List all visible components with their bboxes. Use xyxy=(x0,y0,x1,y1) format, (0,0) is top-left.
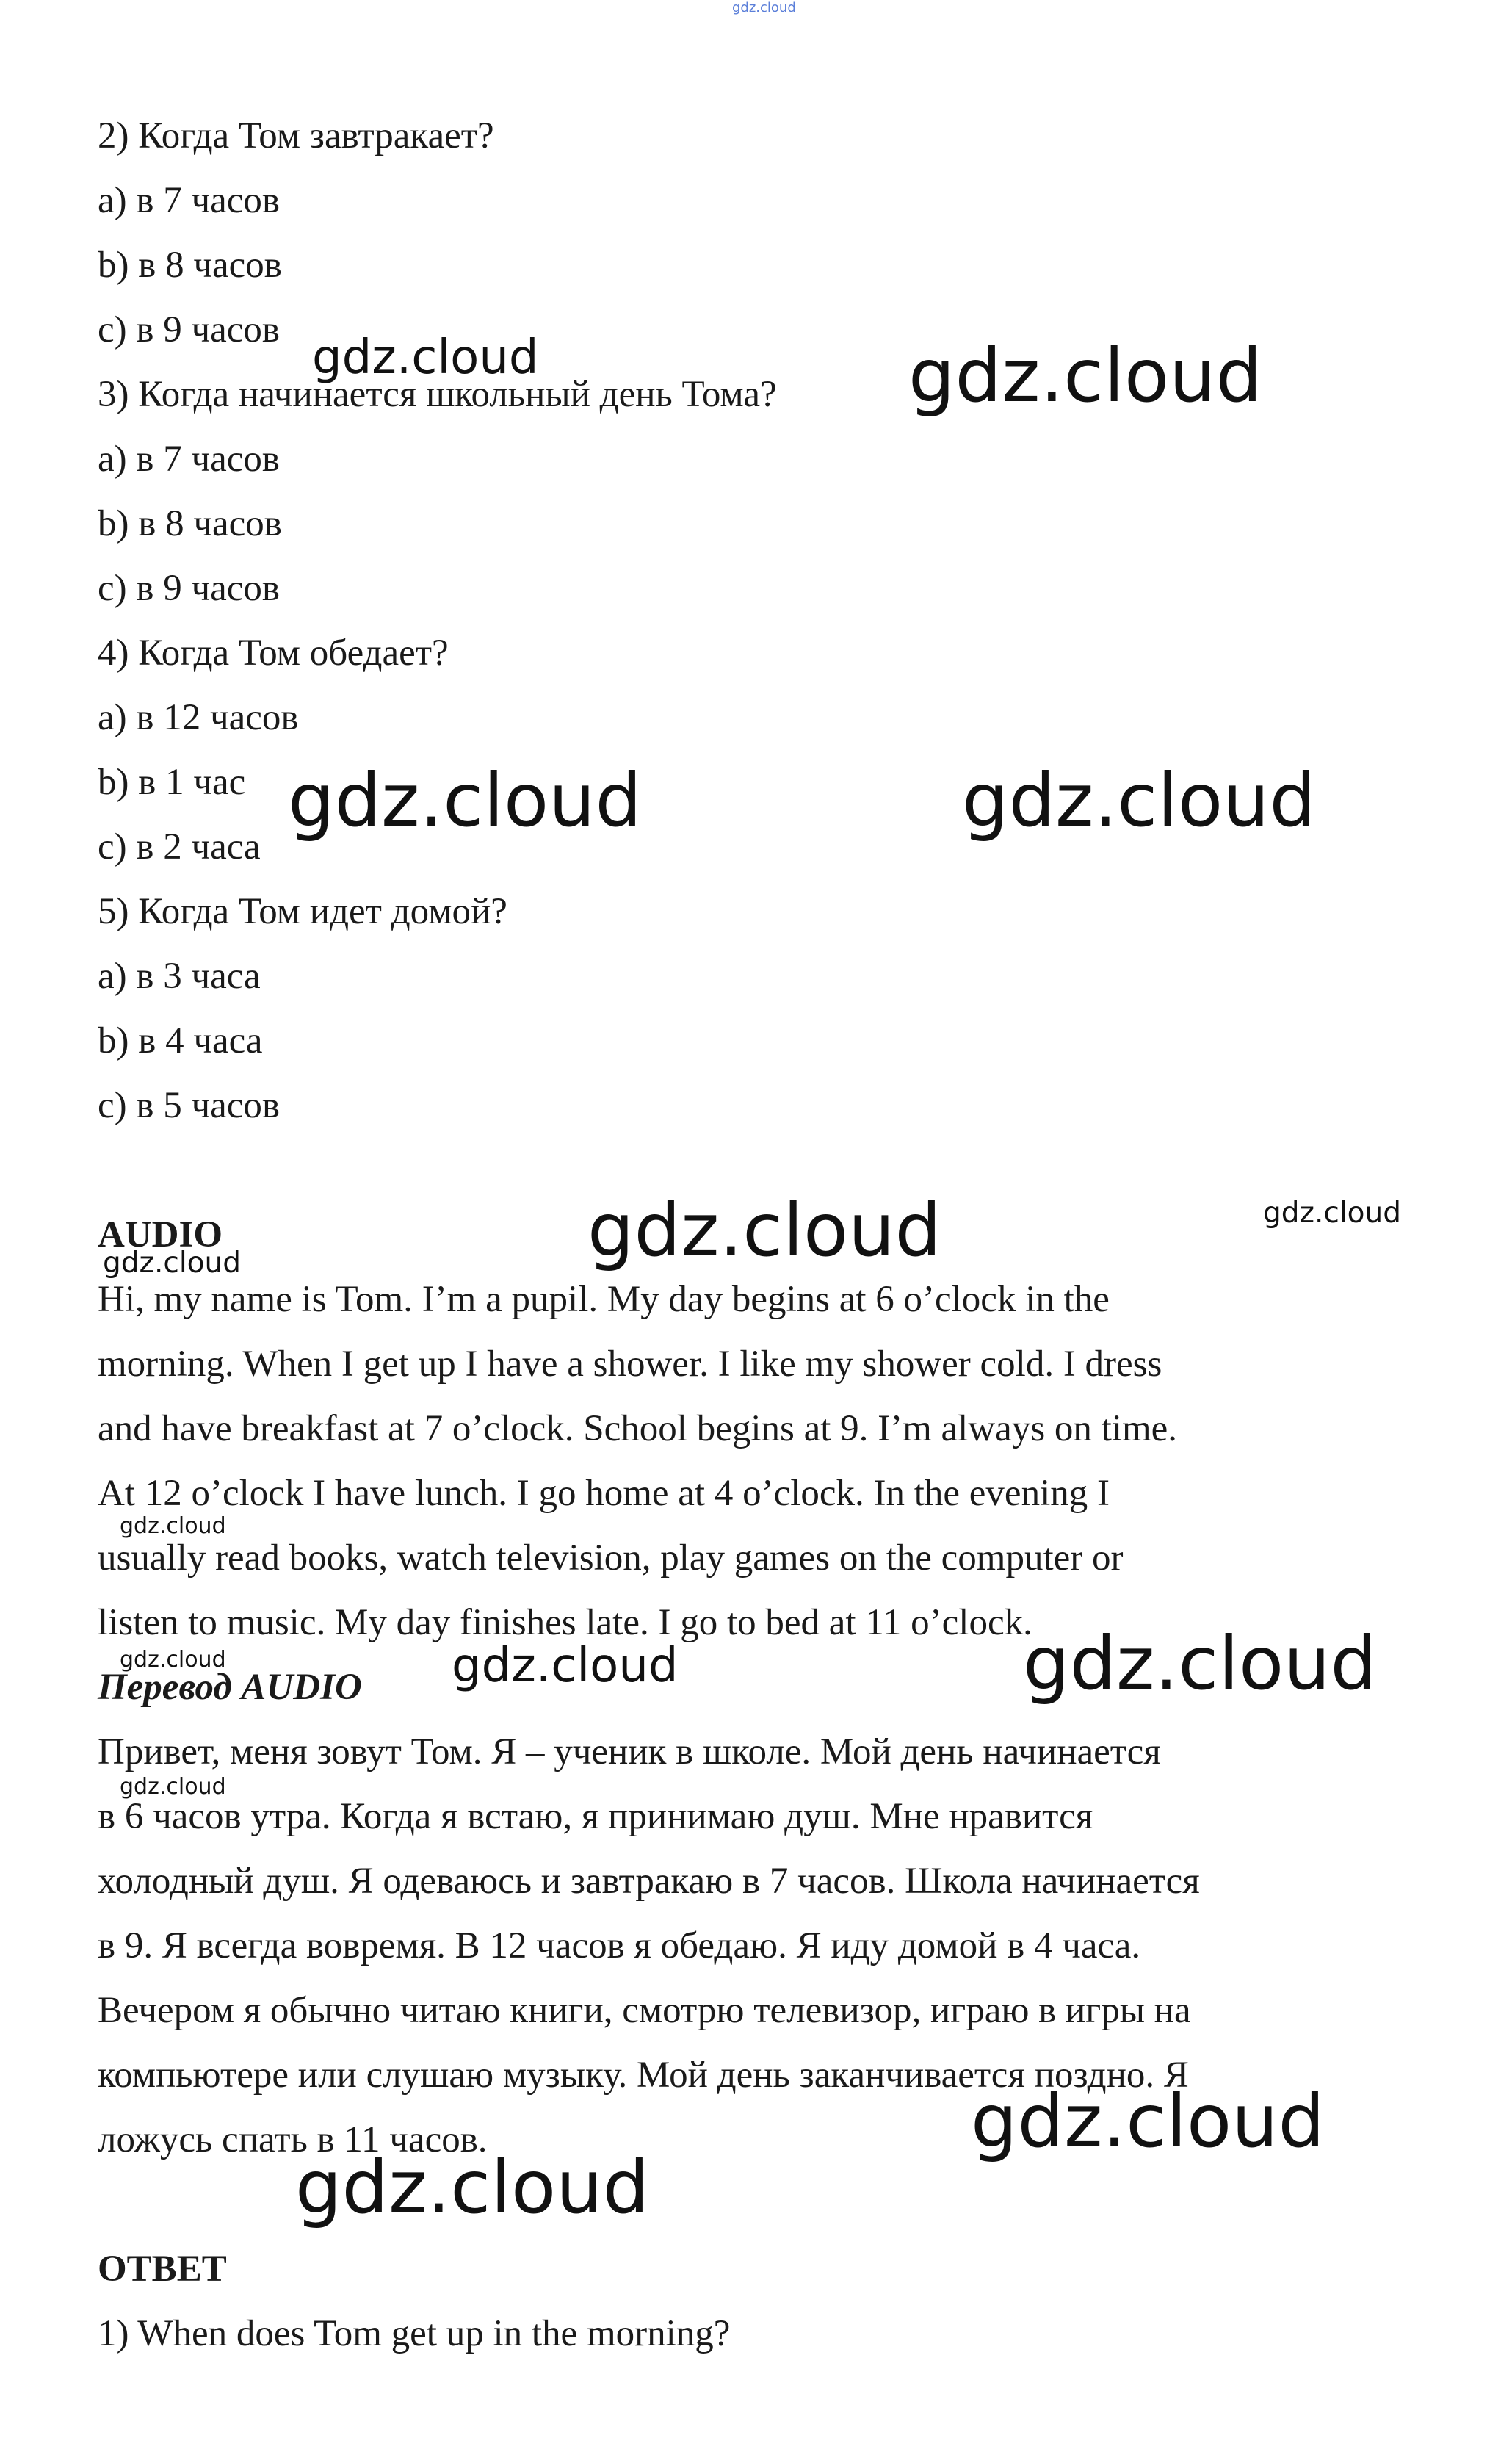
option-5a: a) в 3 часа xyxy=(98,956,261,997)
watermark: gdz.cloud xyxy=(1263,1197,1401,1230)
option-3a: a) в 7 часов xyxy=(98,439,280,480)
watermark: gdz.cloud xyxy=(1023,1620,1378,1706)
audio-line: and have breakfast at 7 o’clock. School begins at 9. I’m always on time. xyxy=(98,1408,1178,1449)
watermark: gdz.cloud xyxy=(288,757,643,843)
watermark: gdz.cloud xyxy=(103,1247,241,1280)
translation-line: Вечером я обычно читаю книги, смотрю телевизор, играю в игры на xyxy=(98,1990,1191,2031)
option-4a: a) в 12 часов xyxy=(98,697,299,738)
watermark: gdz.cloud xyxy=(908,333,1263,419)
audio-line: listen to music. My day finishes late. I go to bed at 11 o’clock. xyxy=(98,1602,1032,1643)
option-2a: a) в 7 часов xyxy=(98,180,280,221)
answer-heading: ОТВЕТ xyxy=(98,2248,227,2290)
option-3b: b) в 8 часов xyxy=(98,503,282,544)
question-4: 4) Когда Том обедает? xyxy=(98,632,449,674)
option-4c: c) в 2 часа xyxy=(98,826,261,868)
watermark: gdz.cloud xyxy=(120,1774,226,1800)
translation-line: в 9. Я всегда вовремя. В 12 часов я обедаю. Я иду домой в 4 часа. xyxy=(98,1925,1141,1966)
question-5: 5) Когда Том идет домой? xyxy=(98,891,507,932)
translation-line: компьютере или слушаю музыку. Мой день заканчивается поздно. Я xyxy=(98,2055,1189,2096)
watermark: gdz.cloud xyxy=(120,1513,226,1539)
watermark: gdz.cloud xyxy=(962,757,1317,843)
watermark: gdz.cloud xyxy=(452,1639,679,1693)
watermark: gdz.cloud xyxy=(312,331,539,385)
question-3: 3) Когда начинается школьный день Тома? xyxy=(98,374,777,415)
audio-line: morning. When I get up I have a shower. I like my shower cold. I dress xyxy=(98,1343,1162,1385)
translation-line: ложусь спать в 11 часов. xyxy=(98,2119,488,2160)
option-5c: c) в 5 часов xyxy=(98,1085,280,1126)
option-2b: b) в 8 часов xyxy=(98,245,282,286)
audio-line: usually read books, watch television, play games on the computer or xyxy=(98,1537,1124,1579)
watermark: gdz.cloud xyxy=(587,1187,942,1273)
watermark: gdz.cloud xyxy=(295,2144,650,2230)
option-5b: b) в 4 часа xyxy=(98,1020,263,1061)
translation-line: Привет, меня зовут Том. Я – ученик в школе. Мой день начинается xyxy=(98,1731,1161,1772)
translation-heading: Перевод AUDIO xyxy=(98,1667,362,1708)
watermark: gdz.cloud xyxy=(120,1647,226,1673)
option-4b: b) в 1 час xyxy=(98,762,246,803)
option-2c: c) в 9 часов xyxy=(98,309,280,350)
answer-question-1: 1) When does Tom get up in the morning? xyxy=(98,2313,731,2354)
translation-line: в 6 часов утра. Когда я встаю, я принимаю душ. Мне нравится xyxy=(98,1796,1093,1837)
question-2: 2) Когда Том завтракает? xyxy=(98,115,494,156)
translation-line: холодный душ. Я одеваюсь и завтракаю в 7 часов. Школа начинается xyxy=(98,1861,1200,1902)
watermark: gdz.cloud xyxy=(971,2078,1325,2164)
watermark: gdz.cloud xyxy=(732,0,796,15)
audio-line: Hi, my name is Tom. I’m a pupil. My day begins at 6 o’clock in the xyxy=(98,1279,1110,1320)
audio-heading: AUDIO xyxy=(98,1214,223,1255)
option-3c: c) в 9 часов xyxy=(98,568,280,609)
audio-line: At 12 o’clock I have lunch. I go home at 4 o’clock. In the evening I xyxy=(98,1473,1110,1514)
